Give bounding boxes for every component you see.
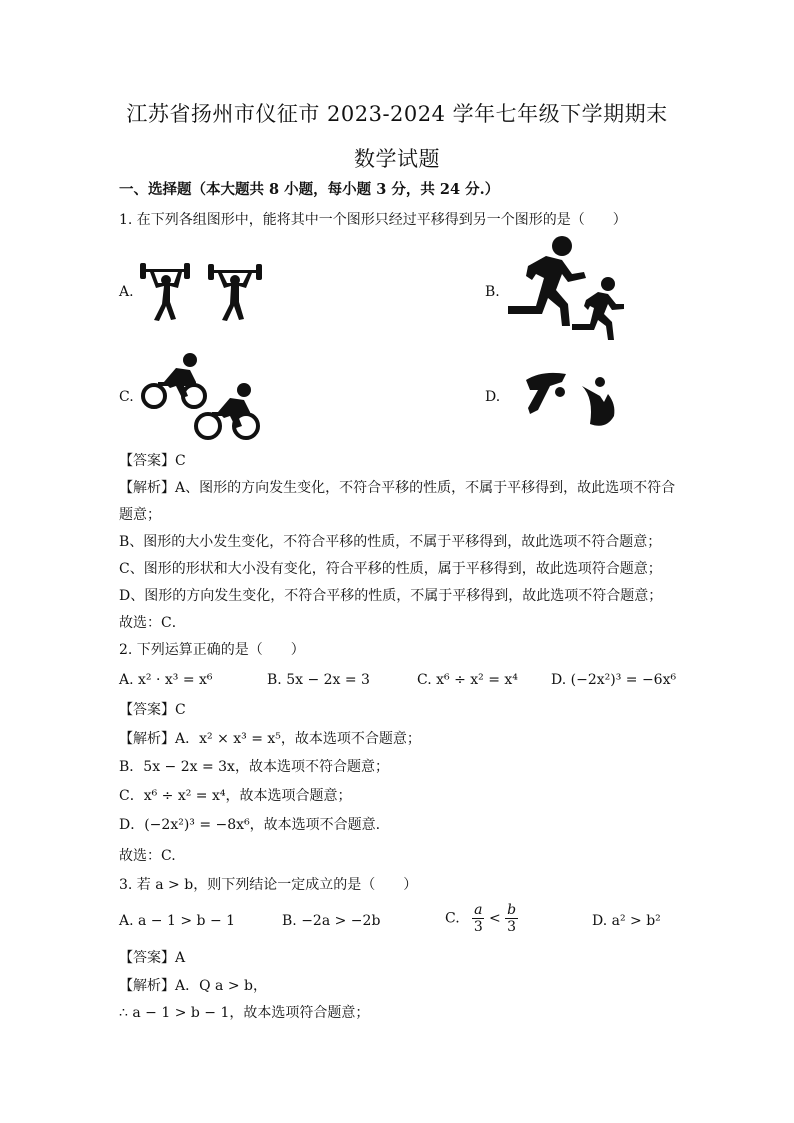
q1-option-d-label: D. <box>485 389 501 405</box>
q3-option-c <box>445 902 518 935</box>
fraction-numerator: a <box>474 902 483 918</box>
q1-option-c-figure <box>138 352 262 442</box>
fraction-denominator: 3 <box>473 919 483 935</box>
q1-option-a-label: A. <box>119 284 134 300</box>
q3-option-d: D. a² > b² <box>592 913 661 929</box>
q2-option-d: D. (−2x²)³ = −6x⁶ <box>551 672 677 688</box>
q1-option-c-label: C. <box>119 389 134 405</box>
q1-option-d-figure <box>520 368 618 434</box>
q1-stem: 1. 在下列各组图形中，能将其中一个图形只经过平移得到另一个图形的是（ ） <box>119 212 627 228</box>
q1-analysis-line2: 题意； <box>119 507 161 523</box>
q2-conclusion: 故选：C. <box>119 848 176 864</box>
q1-answer: 【答案】C <box>119 453 186 469</box>
q1-analysis-line1: 【解析】A、图形的方向发生变化，不符合平移的性质，不属于平移得到，故此选项不符合 <box>119 480 676 496</box>
q2-analysis-line4: D．(−2x²)³ = −8x⁶，故本选项不合题意. <box>119 817 381 833</box>
q1-option-b-label: B. <box>485 284 500 300</box>
q2-answer: 【答案】C <box>119 702 186 718</box>
q1-analysis-line5: D、图形的方向发生变化，不符合平移的性质，不属于平移得到，故此选项不符合题意； <box>119 588 663 604</box>
q3-option-c-fraction-right <box>505 902 518 935</box>
q3-option-c-relation: < <box>488 910 501 927</box>
q1-option-b-figure <box>506 234 628 346</box>
document-title-line1: 江苏省扬州市仪征市 2023-2024 学年七年级下学期期末 <box>126 102 668 126</box>
q1-option-a-figure <box>138 258 268 324</box>
q1-analysis-line3: B、图形的大小发生变化，不符合平移的性质，不属于平移得到，故此选项不符合题意； <box>119 534 662 550</box>
q3-stem: 3. 若 a > b，则下列结论一定成立的是（ ） <box>119 877 418 893</box>
q2-analysis-line1: 【解析】A．x² × x³ = x⁵，故本选项不合题意； <box>119 731 421 747</box>
document-title-line2: 数学试题 <box>354 147 440 171</box>
q2-analysis-line3: C．x⁶ ÷ x² = x⁴，故本选项合题意； <box>119 788 352 804</box>
fraction-numerator: b <box>507 902 517 918</box>
q2-stem: 2. 下列运算正确的是（ ） <box>119 642 305 658</box>
q3-option-c-fraction-left <box>472 902 484 935</box>
q2-option-c: C. x⁶ ÷ x² = x⁴ <box>417 672 518 688</box>
q3-option-c-label: C. <box>445 910 460 927</box>
q3-option-a: A. a − 1 > b − 1 <box>119 913 236 929</box>
q1-conclusion: 故选：C． <box>119 615 186 631</box>
q2-analysis-line2: B．5x − 2x = 3x，故本选项不符合题意； <box>119 759 389 775</box>
q3-analysis-line1: 【解析】A．Q a > b， <box>119 978 267 994</box>
q3-answer: 【答案】A <box>119 950 186 966</box>
q3-option-b: B. −2a > −2b <box>282 913 381 929</box>
q2-option-a: A. x² · x³ = x⁶ <box>119 672 213 688</box>
section-heading: 一、选择题（本大题共 8 小题，每小题 3 分，共 24 分.） <box>119 181 500 198</box>
q2-option-b: B. 5x − 2x = 3 <box>267 672 370 688</box>
q1-analysis-line4: C、图形的形状和大小没有变化，符合平移的性质，属于平移得到，故此选项符合题意； <box>119 561 662 577</box>
q3-analysis-line2: ∴ a − 1 > b − 1，故本选项符合题意； <box>119 1005 370 1021</box>
fraction-denominator: 3 <box>507 919 517 935</box>
